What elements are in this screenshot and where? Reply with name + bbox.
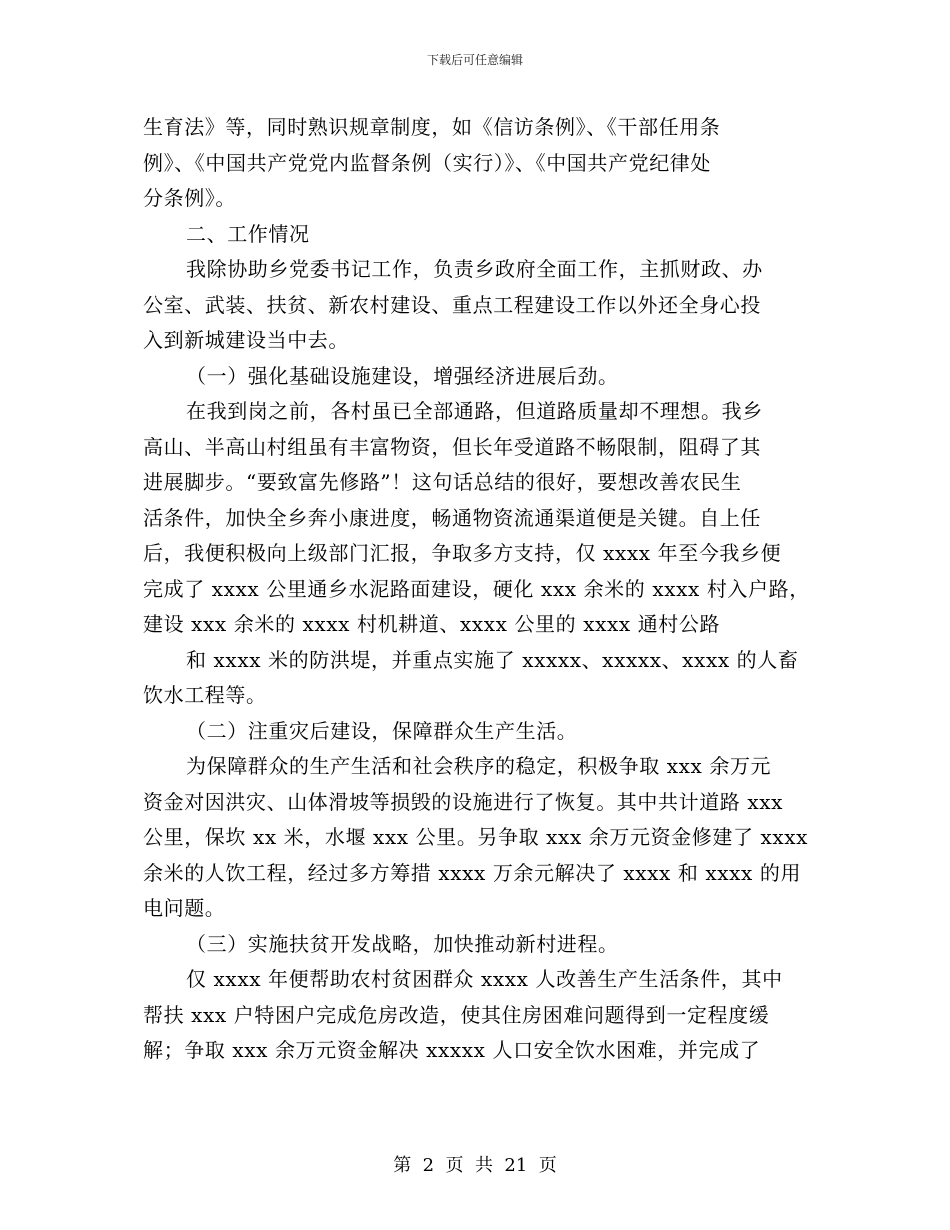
text-line: 生育法》等，同时熟识规章制度，如《信访条例》、《干部任用条 [143,115,721,139]
subsection-heading: （一）强化基础设施建设，增强经济进展后劲。 [186,363,619,388]
text-line: 进展脚步。“要致富先修路”！这句话总结的很好，要想改善农民生 [143,470,742,494]
text-line: 电问题。 [143,896,226,920]
text-line: 高山、半高山村组虽有丰富物资，但长年受道路不畅限制，阻碍了其 [143,434,761,459]
section-heading: 二、工作情况 [186,221,310,246]
paragraph-start: 为保障群众的生产生活和社会秩序的稳定，积极争取 xxx 余万元 [186,754,772,778]
paragraph-start: 仅 xxxx 年便帮助农村贫困群众 xxxx 人改善生产生活条件，其中 [186,967,783,991]
text-line: 后，我便积极向上级部门汇报，争取多方支持，仅 xxxx 年至今我乡便 [143,541,782,565]
text-line: 活条件，加快全乡奔小康进度，畅通物资流通渠道便是关键。自上任 [143,505,761,530]
text-line: 帮扶 xxx 户特困户完成危房改造，使其住房困难问题得到一定程度缓 [143,1002,770,1027]
text-line: 分条例》。 [143,186,236,210]
subsection-heading: （二）注重灾后建设，保障群众生产生活。 [186,718,578,743]
text-line: 饮水工程等。 [143,683,267,707]
text-line: 资金对因洪灾、山体滑坡等损毁的设施进行了恢复。其中共计道路 xxx [143,789,783,814]
text-line: 公室、武装、扶贫、新农村建设、重点工程建设工作以外还全身心投 [143,292,761,317]
text-line: 完成了 xxxx 公里通乡水泥路面建设，硬化 xxx 余米的 xxxx 村入户路， [143,576,810,601]
text-line: 入到新城建设当中去。 [143,328,349,352]
page-number: 第 2 页 共 21 页 [393,1155,557,1176]
text-line: 公里，保坎 xx 米，水堰 xxx 公里。另争取 xxx 余万元资金修建了 xxxx [143,825,809,849]
text-line: 解；争取 xxx 余万元资金解决 xxxxx 人口安全饮水困难，并完成了 [143,1038,761,1062]
paragraph-start: 我除协助乡党委书记工作，负责乡政府全面工作，主抓财政、办 [186,257,763,281]
paragraph-start: 和 xxxx 米的防洪堤，并重点实施了 xxxxx、xxxxx、xxxx 的人畜 [186,647,799,672]
subsection-heading: （三）实施扶贫开发战略，加快推动新村进程。 [186,931,619,956]
page-header: 下载后可任意编辑 [426,53,523,67]
text-line: 例》、《中国共产党党内监督条例（实行）》、《中国共产党纪律处 [143,150,711,175]
text-line: 余米的人饮工程，经过多方筹措 xxxx 万余元解决了 xxxx 和 xxxx 的用 [143,860,802,885]
document-body [143,110,810,1069]
paragraph-start: 在我到岗之前，各村虽已全部通路，但道路质量却不理想。我乡 [186,399,763,423]
text-line: 建设 xxx 余米的 xxxx 村机耕道、xxxx 公里的 xxxx 通村公路 [143,612,721,636]
